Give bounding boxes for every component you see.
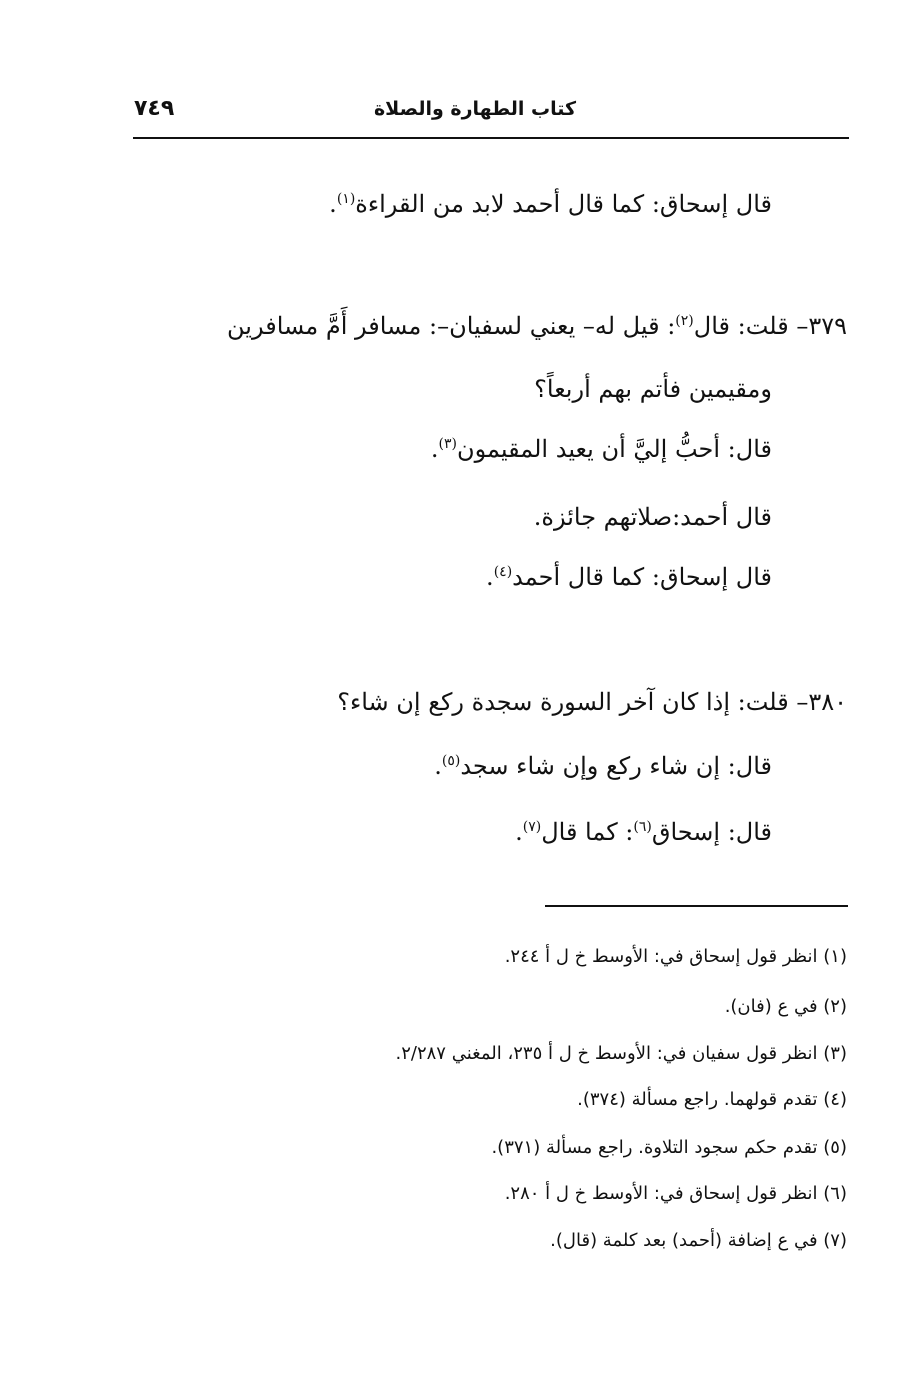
- line-end: .: [515, 818, 523, 846]
- question-379-answer: [431, 435, 772, 463]
- line-text: قال إسحاق: كما قال أحمد: [512, 563, 772, 591]
- question-380-line-1: ٣٨٠– قلت: إذا كان آخر السورة سجدة ركع إن شاء؟: [337, 688, 847, 716]
- footnote-divider: [545, 905, 848, 907]
- footnote-7: (٧) في ع إضافة (أحمد) بعد كلمة (قال).: [550, 1230, 847, 1251]
- question-380-answer: [434, 752, 772, 780]
- footnote-ref: (٤): [493, 564, 513, 580]
- footnote-ref: (٥): [441, 753, 461, 769]
- question-380-ishaq: [515, 818, 772, 846]
- line-end: .: [434, 752, 442, 780]
- footnote-ref: (٧): [522, 819, 542, 835]
- footnote-5: (٥) تقدم حكم سجود التلاوة. راجع مسألة (٣٧١).: [491, 1137, 847, 1158]
- footnote-ref: (٣): [438, 436, 457, 452]
- page-number: ٧٤٩: [134, 96, 175, 121]
- question-379-line-2: ومقيمين فأتم بهم أربعاً؟: [534, 375, 772, 403]
- line-text-rest: : قيل له– يعني لسفيان–: مسافر أَمَّ مسافرين: [227, 312, 676, 340]
- question-379-ahmad: قال أحمد:صلاتهم جائزة.: [533, 503, 772, 531]
- footnote-6: (٦) انظر قول إسحاق في: الأوسط خ ل أ ٢٨٠.: [504, 1183, 847, 1204]
- footnote-2: (٢) في ع (فان).: [724, 996, 847, 1017]
- header-divider: [133, 137, 849, 139]
- footnote-ref: (٦): [633, 819, 652, 835]
- line-text: : كما قال: [541, 818, 634, 846]
- line-text: قال: إن شاء ركع وإن شاء سجد: [460, 752, 772, 780]
- body-line-ishaq-qiraa: [329, 190, 772, 218]
- line-end: .: [486, 563, 494, 591]
- line-text: قال: أحبُّ إليَّ أن يعيد المقيمون: [456, 435, 772, 463]
- question-379-ishaq: [486, 563, 772, 591]
- footnote-3: (٣) انظر قول سفيان في: الأوسط خ ل أ ٢٣٥، المغني ٢/٢٨٧.: [395, 1043, 847, 1064]
- line-text: قال إسحاق: كما قال أحمد لابد من القراءة: [355, 190, 772, 218]
- footnote-ref: (٢): [675, 313, 694, 329]
- line-text: ٣٧٩– قلت: قال: [693, 312, 847, 340]
- line-end: .: [329, 190, 337, 218]
- line-end: .: [430, 435, 439, 463]
- line-text: قال: إسحاق: [651, 818, 772, 846]
- footnote-4: (٤) تقدم قولهما. راجع مسألة (٣٧٤).: [577, 1089, 847, 1110]
- running-header-title: كتاب الطهارة والصلاة: [373, 98, 577, 120]
- footnote-1: (١) انظر قول إسحاق في: الأوسط خ ل أ ٢٤٤.: [504, 946, 847, 967]
- question-379-line-1: [227, 312, 847, 340]
- footnote-ref: (١): [336, 191, 356, 207]
